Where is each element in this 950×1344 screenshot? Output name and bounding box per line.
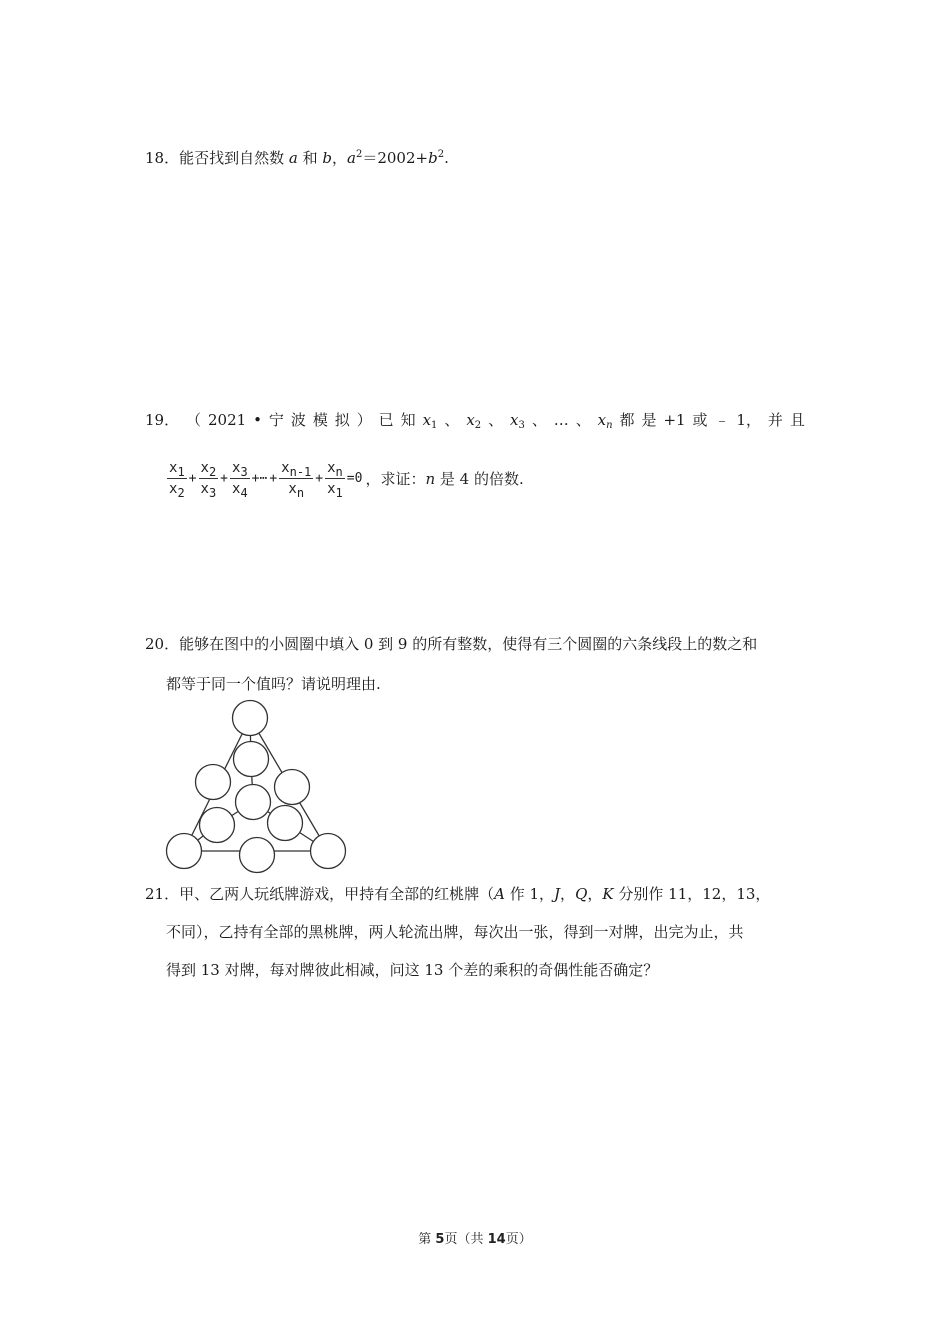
token: 、 [488,411,504,429]
card-K: K [602,885,614,903]
token: 模 [312,411,328,429]
token: +1 [663,411,686,429]
circle-right [275,770,310,805]
question-21-line1 [145,884,770,904]
circle-bottom-mid [240,838,275,873]
exp: 2 [355,149,363,160]
circle-bottom-left [167,834,202,869]
token: 宁 [268,411,284,429]
question-19-line1 [145,410,805,430]
token: ） [356,411,372,429]
plus: + [188,470,197,486]
question-21-line2: 不同），乙持有全部的黑桃牌，两人轮流出牌，每次出一张，得到一对牌，出完为止，共 [166,923,744,941]
var-x3: $x_3$ [510,411,525,431]
page-number: 5 [435,1232,445,1247]
fraction: $\frac{x_{n-1}}{x_n}$ [281,459,312,500]
token: 、 [575,411,591,429]
triangle-circles-diagram [160,695,360,875]
var-x2: $x_2$ [466,411,482,431]
q18-comma: ， [331,149,347,167]
token: 并 [767,411,783,429]
card-J: J [554,885,561,903]
eq-mid: ＝2002+ [362,149,429,167]
token: 、 [444,411,460,429]
token: ﹣ [714,411,730,429]
circle-inner-right [268,806,303,841]
equals-zero: =0 [346,470,363,486]
q18-text: 能否找到自然数 [179,149,289,167]
token: • [253,411,262,429]
card-A: A [494,885,505,903]
plus: + [220,470,228,486]
page-footer: 第 5页（共 14页） [418,1232,532,1247]
token: 波 [290,411,306,429]
exp: 2 [437,149,445,160]
question-20-line1: 20．能够在图中的小圆圈中填入 0 到 9 的所有整数，使得有三个圆圈的六条线段上的数之和 [145,635,758,653]
fraction: $\frac{x_1}{x_2}$ [169,459,185,500]
circle-top [233,701,268,736]
q19-number: 19． [145,411,180,429]
q19-formula [166,450,524,506]
var-b: b [322,149,332,167]
token: 、 [531,411,547,429]
q18-and: 和 [297,149,323,167]
eq-b: b [428,149,438,167]
plus: + [315,470,324,486]
token: 拟 [334,411,350,429]
question-21-line3: 得到 13 对牌，每对牌彼此相减，问这 13 个差的乘积的奇偶性能否确定？ [166,961,659,979]
var-xn: $x_n$ [597,411,613,431]
sep: ， [560,885,576,903]
token: 且 [789,411,805,429]
q18-end: . [444,149,449,167]
circle-left [196,765,231,800]
card-Q: Q [575,885,588,903]
circle-center [236,785,271,820]
token: 1， [736,411,761,429]
total-pages: 14 [487,1232,506,1247]
var-a: a [288,149,298,167]
sep: ， [587,885,603,903]
token: （ [186,411,202,429]
plus: + [269,470,278,486]
q21-text: 21．甲、乙两人玩纸牌游戏，甲持有全部的红桃牌（ [145,885,495,903]
token: 都 [619,411,635,429]
q18-number: 18． [145,149,180,167]
circle-upper-mid [234,742,269,777]
fraction: $\frac{x_3}{x_4}$ [232,459,248,500]
question-18 [145,148,449,168]
q21-text: 分别作 11，12，13， [613,885,771,903]
q21-text: 作 1， [504,885,555,903]
fraction: $\frac{x_n}{x_1}$ [327,459,343,500]
q19-proof: ，求证：n 是 4 的倍数. [365,469,524,488]
ellipsis: +⋯ [251,470,268,486]
token: 2021 [207,411,247,429]
token: 或 [692,411,708,429]
var-x1: $x_1$ [422,411,438,431]
fraction: $\frac{x_2}{x_3}$ [200,459,217,500]
eq-a: a [347,149,356,167]
circle-inner-left [200,808,235,843]
question-20-line2: 都等于同一个值吗？请说明理由. [166,675,381,693]
circle-bottom-right [311,834,346,869]
token: 已 [378,411,394,429]
token: 是 [641,411,657,429]
token: 知 [400,411,416,429]
token: … [553,411,569,429]
